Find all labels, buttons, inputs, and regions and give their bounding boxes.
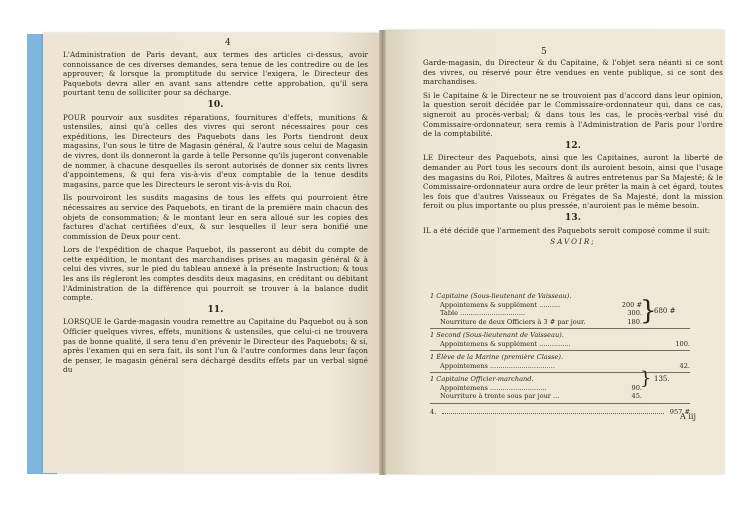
ledger-sum-count: 4. <box>430 407 437 416</box>
paragraph: IL a été décidé que l'armement des Paquebots seroit composé comme il suit: <box>423 225 711 235</box>
paragraph: Lors de l'expédition de chaque Paquebot, ils passeront au débit du compte de cette expédition, le montant des marchandises prises au magasin général & à celui des vivres, sur le pied du tableau annexé à la présente Instruction; & tous les ans ils régleront les comptes desdits deux magasins, en créditant ou débitant l'Administration de la différence qui pourroit se trouver à la balance dudit compte. <box>63 245 368 303</box>
right-page-number: 5 <box>541 47 547 57</box>
ledger-subtotal: 680 # <box>654 307 676 315</box>
ledger-line: Table ............................... 300. <box>440 309 642 317</box>
ledger-sum-total: 957 # <box>669 407 690 416</box>
ledger-title: 1 Capitaine (Sous-lieutenant de Vaisseau). <box>430 292 572 300</box>
book-gutter <box>379 30 386 475</box>
paragraph: L'Administration de Paris devant, aux termes des articles ci-dessus, avoir connoissance de ces diverses demandes, sera tenue de les contredire ou de les approuver; & lorsque la promptitude du service l'exigera, le Directeur des Paquebots devra aller en avant sans attendre cette approbation, qu'il sera pourtant tenu de solliciter pour sa décharge. <box>63 50 368 98</box>
ledger-line: Appointemens & supplément ............... 100. <box>440 339 690 348</box>
ledger-line: Nourriture de deux Officiers à 3 # par jour. 180. <box>440 317 642 326</box>
ledger-line: Appointemens ............................... 42. <box>440 361 690 370</box>
ledger-title: 1 Second (Sous-lieutenant de Vaisseau). <box>430 331 564 339</box>
paragraph: Garde-magasin, du Directeur & du Capitaine, & l'objet sera néanti si ce sont des vivres, ou réservé pour être vendues en vente publique, si ce sont des marchandises. <box>423 58 723 87</box>
paragraph: Si le Capitaine & le Directeur ne se trouvoient pas d'accord dans leur opinion, la question seroit décidée par le Commissaire-ordonnateur qui, dans ce cas, signeroit au procès-verbal; & dans tous les cas, le procès-verbal visé du Commissaire-ordonnateur, sera remis à l'Administration de Paris pour l'ordre de la comptabilité. <box>423 90 723 139</box>
right-page-text <box>423 58 723 247</box>
savoir-heading: SAVOIR; <box>550 237 596 247</box>
ledger-sum-row <box>430 408 690 417</box>
paragraph: Ils pourvoiront les susdits magasins de tous les effets qui pourroient être nécessaires au service des Paquebots, en tirant de la première main chacun des objets de consommation; & le montant leur en sera alloué sur les copies des factures d'achat certifiées d'eux, & sur lesquelles il leur sera bonifié une commission de Deux pour cent. <box>63 193 368 241</box>
left-page-number: 4 <box>225 38 231 48</box>
section-number: 13. <box>565 212 581 223</box>
ledger-line: Appointemens & supplément .......... 200 # <box>440 300 642 309</box>
brace-icon: } <box>640 368 652 389</box>
ledger-line: Appointemens ........................... 90. <box>440 383 642 392</box>
section-number: 10. <box>207 99 224 110</box>
left-page-text <box>63 50 368 375</box>
divider <box>430 328 690 329</box>
ledger-title: 1 Capitaine Officier-marchand. <box>430 375 534 383</box>
ledger-line: Nourriture à trente sous par jour ... 45. <box>440 392 642 400</box>
brace-icon: } <box>640 296 657 326</box>
paragraph: LE Directeur des Paquebots, ainsi que les Capitaines, auront la liberté de demander au Port tous les secours dont ils auroient besoin, ainsi que l'usage des magasins du Roi, Pilotes, Maîtres & autres entretenus par Sa Majesté; & le Commissaire-ordonnateur aura ordre de leur prêter la main à cet égard, toutes les fois que d'autres Vaisseaux ou Frégates de Sa Majesté, dont la mission feroit ou plus importante ou plus pressée, n'auroient pas le même besoin. <box>423 153 723 211</box>
divider <box>430 403 690 404</box>
section-number: 11. <box>207 304 224 315</box>
divider <box>430 350 690 351</box>
dotted-leader <box>442 413 663 414</box>
paragraph: LORSQUE le Garde-magasin voudra remettre au Capitaine du Paquebot ou à son Officier quelques vivres, effets, munitions & ustensiles, que celui-ci ne trouvera pas de bonne qualité, il sera tenu d'en prévenir le Directeur des Paquebots; & si, après l'examen qui en sera fait, ils sont l'un & l'autre conformes dans leur façon de penser, le magasin général sera déchargé desdits effets par un verbal signé du <box>63 317 368 375</box>
ledger-subtotal: 135. <box>654 375 670 383</box>
signature-mark: A iij <box>680 412 696 421</box>
ledger-title: 1 Élève de la Marine (première Classe). <box>430 353 564 361</box>
ledger-entry <box>430 331 690 351</box>
section-number: 12. <box>565 140 581 151</box>
paragraph: POUR pourvoir aux susdites réparations, fournitures d'effets, munitions & ustensiles, ainsi qu'à celles des vivres qui seront nécessaires pour ces expéditions, les Directeurs des Paquebots dans les Ports tiendront deux magasins, l'un sous le titre de Magasin général, & l'autre sous celui de Magasin de vivres, dont ils donneront la garde à telle Personne qu'ils jugeront convenable de nommer, à chacune desquelles ils seront autorisés de donner six cents livres d'appointemens, & qui fera vis-à-vis d'eux comptable de la tenue desdits magasins, parce que les Directeurs le seront vis-à-vis du Roi. <box>63 112 368 189</box>
